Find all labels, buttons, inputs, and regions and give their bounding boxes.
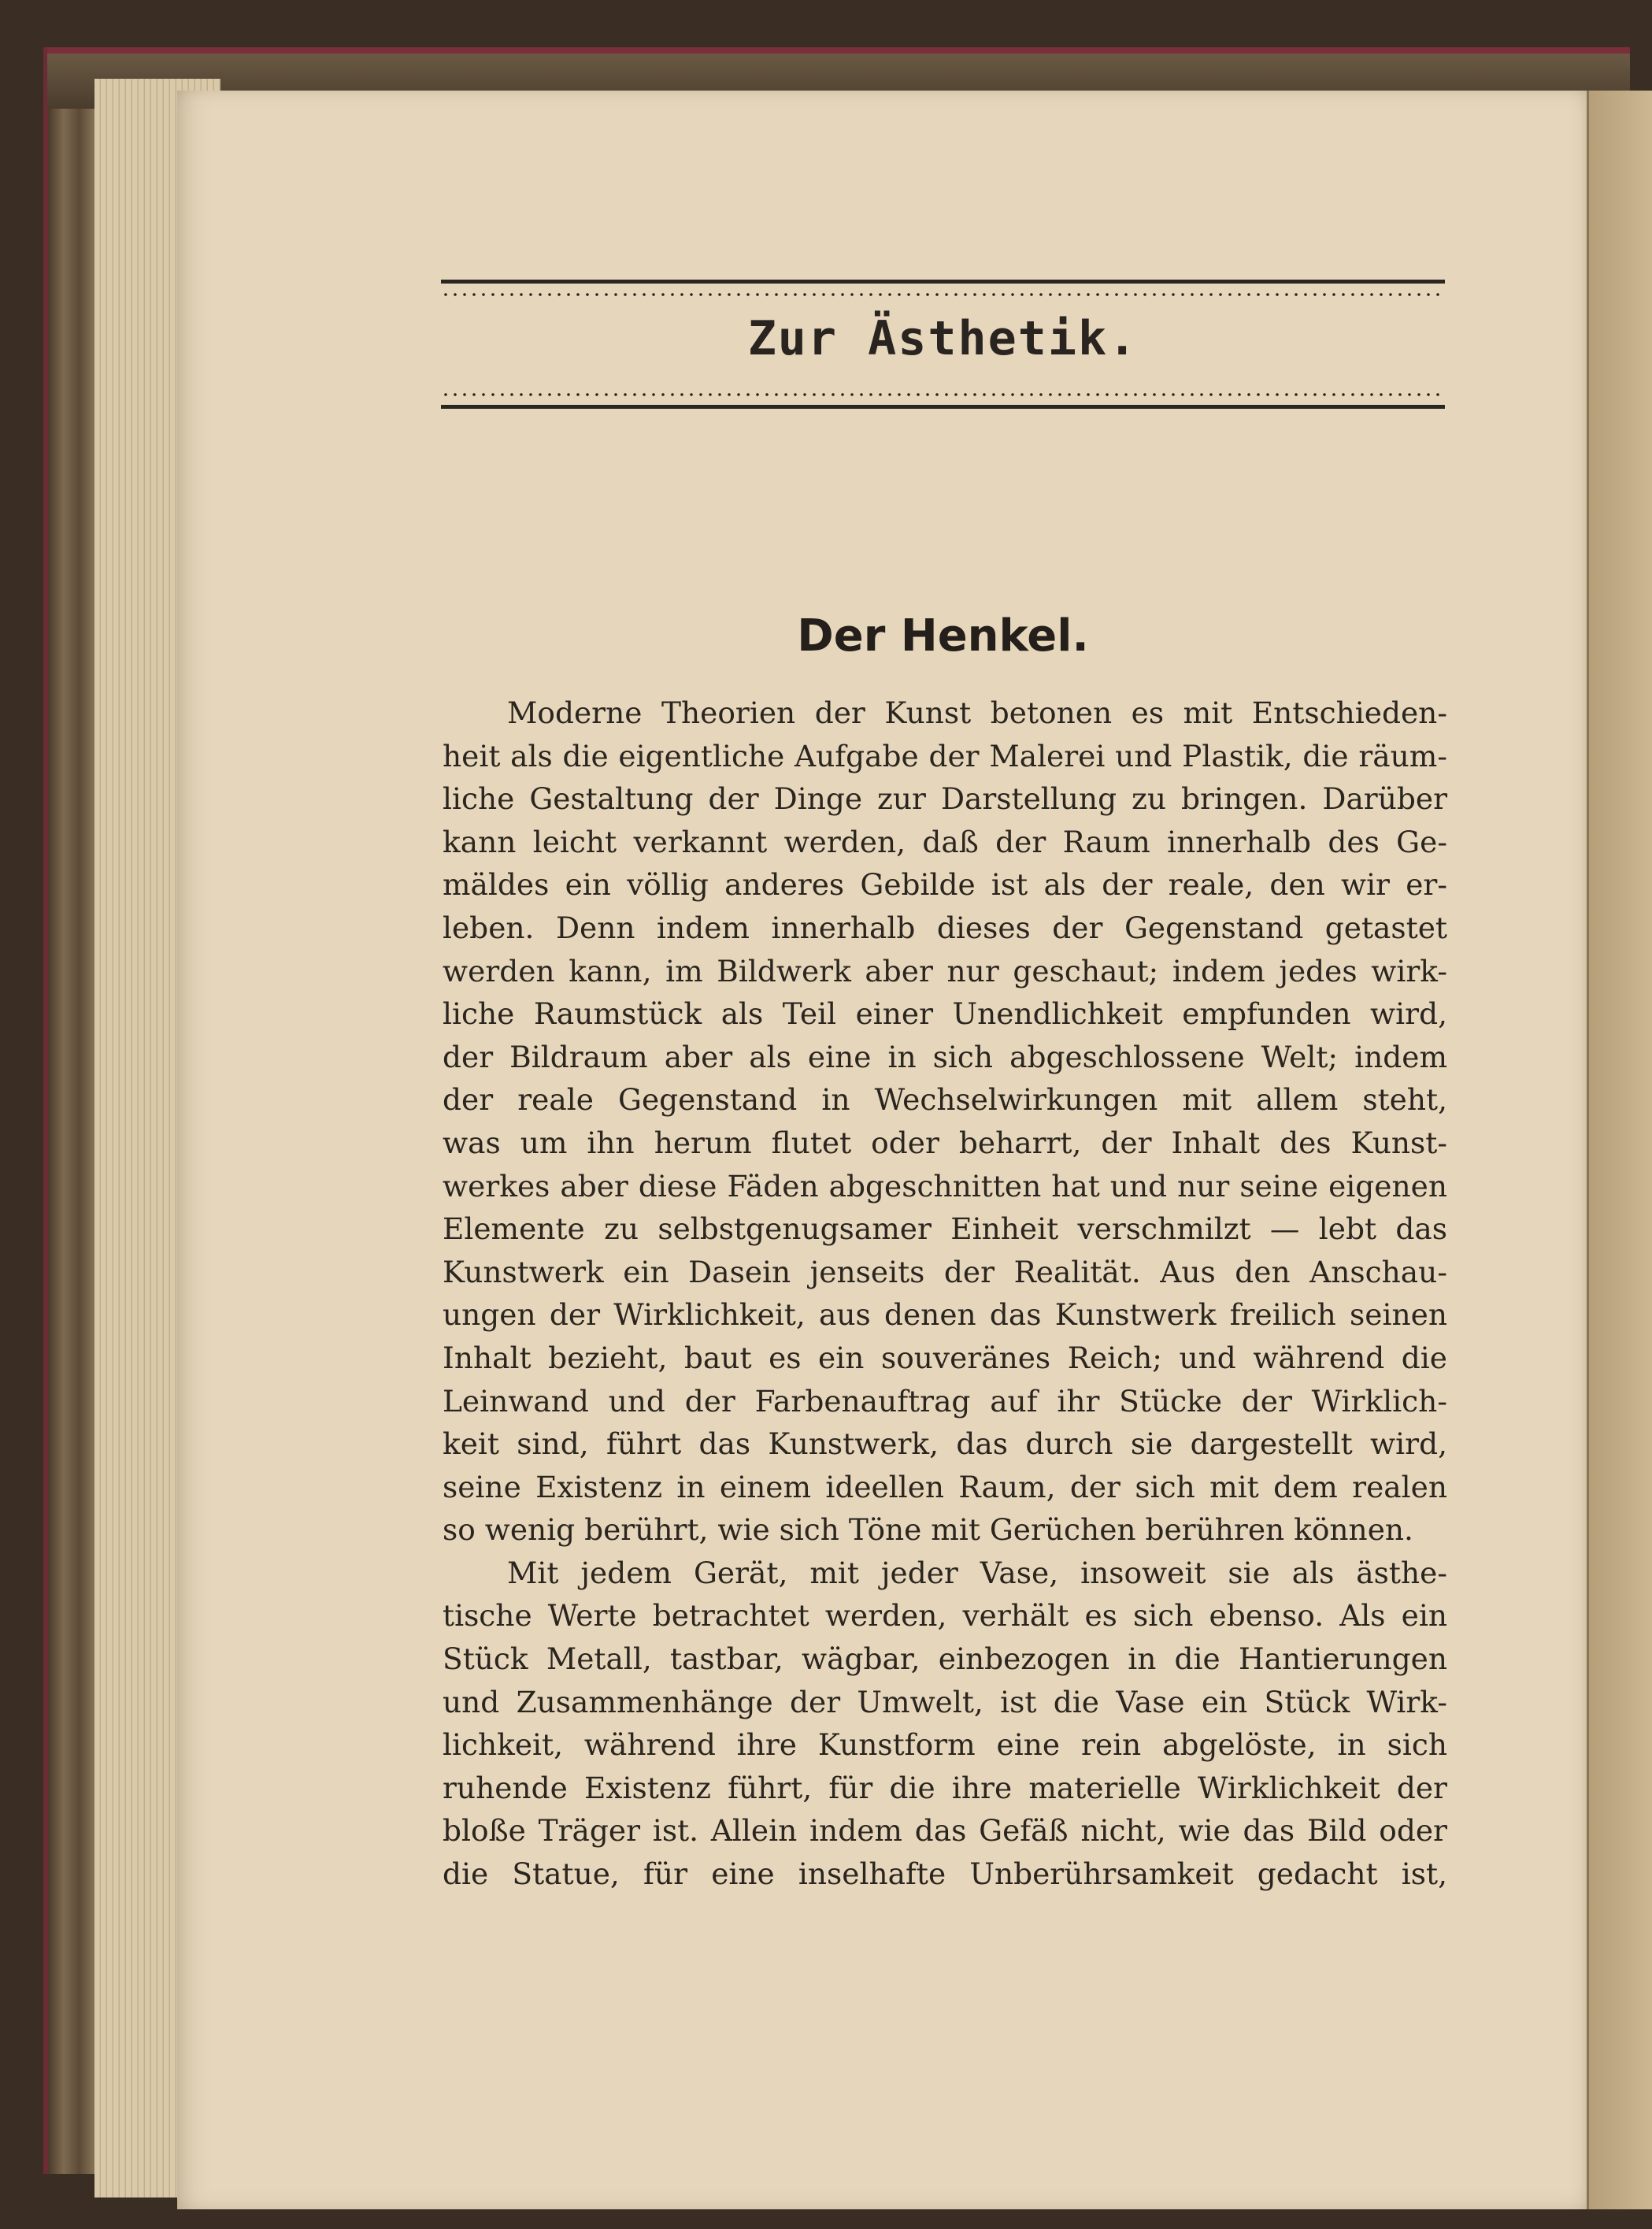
text-line: Stück Metall, tastbar, wägbar, einbezogen in die Hantierungen — [443, 1641, 1447, 1677]
text-line: werden kann, im Bildwerk aber nur geschaut; indem jedes wirk- — [443, 953, 1447, 988]
text-line: leben. Denn indem innerhalb dieses der Gegenstand getastet — [443, 910, 1447, 945]
article-body — [443, 692, 1447, 1896]
text-line: Mit jedem Gerät, mit jeder Vase, insoweit sie als ästhe- — [507, 1555, 1447, 1590]
text-line: kann leicht verkannt werden, daß der Raum innerhalb des Ge- — [443, 824, 1447, 859]
text-line: lichkeit, während ihre Kunstform eine rein abgelöste, in sich — [443, 1727, 1447, 1763]
text-line: Inhalt bezieht, baut es ein souveränes Reich; und während die — [443, 1340, 1447, 1375]
text-line: Moderne Theorien der Kunst betonen es mit Entschieden- — [507, 695, 1447, 730]
text-line: keit sind, führt das Kunstwerk, das durch sie dargestellt wird, — [443, 1426, 1447, 1462]
text-line: der reale Gegenstand in Wechselwirkungen mit allem steht, — [443, 1082, 1447, 1118]
header-rule-bottom — [441, 405, 1445, 409]
text-line: ruhende Existenz führt, für die ihre materielle Wirklichkeit der — [443, 1770, 1447, 1805]
text-line: liche Raumstück als Teil einer Unendlichkeit empfunden wird, — [443, 996, 1447, 1032]
header-dots-top — [441, 292, 1445, 297]
header-dots-bottom — [441, 392, 1445, 397]
text-line: bloße Träger ist. Allein indem das Gefäß nicht, wie das Bild oder — [443, 1813, 1447, 1849]
text-line: tische Werte betrachtet werden, verhält es sich ebenso. Als ein — [443, 1598, 1447, 1634]
header-rule-top — [441, 280, 1445, 284]
text-line: und Zusammenhänge der Umwelt, ist die Vase ein Stück Wirk- — [443, 1684, 1447, 1719]
text-line: der Bildraum aber als eine in sich abgeschlossene Welt; indem — [443, 1039, 1447, 1074]
article-title: Der Henkel. — [797, 610, 1089, 662]
text-line: was um ihn herum flutet oder beharrt, der Inhalt des Kunst- — [443, 1125, 1447, 1160]
text-line: heit als die eigentliche Aufgabe der Malerei und Plastik, die räum- — [443, 738, 1447, 773]
text-line: liche Gestaltung der Dinge zur Darstellung zu bringen. Darüber — [443, 781, 1447, 817]
text-line: mäldes ein völlig anderes Gebilde ist als der reale, den wir er- — [443, 867, 1447, 903]
text-line: werkes aber diese Fäden abgeschnitten hat und nur seine eigenen — [443, 1168, 1447, 1204]
facing-page-edge — [1587, 91, 1652, 2209]
section-title: Zur Ästhetik. — [747, 311, 1139, 366]
text-line: seine Existenz in einem ideellen Raum, der sich mit dem realen — [443, 1469, 1447, 1504]
text-line: so wenig berührt, wie sich Töne mit Gerüchen berühren können. — [443, 1512, 1413, 1548]
text-line: ungen der Wirklichkeit, aus denen das Kunstwerk freilich seinen — [443, 1297, 1447, 1333]
text-line: Leinwand und der Farbenauftrag auf ihr Stücke der Wirklich- — [443, 1383, 1447, 1419]
text-line: Elemente zu selbstgenugsamer Einheit verschmilzt — lebt das — [443, 1211, 1447, 1247]
text-line: die Statue, für eine inselhafte Unberührsamkeit gedacht ist, — [443, 1856, 1447, 1892]
text-line: Kunstwerk ein Dasein jenseits der Realität. Aus den Anschau- — [443, 1254, 1447, 1289]
